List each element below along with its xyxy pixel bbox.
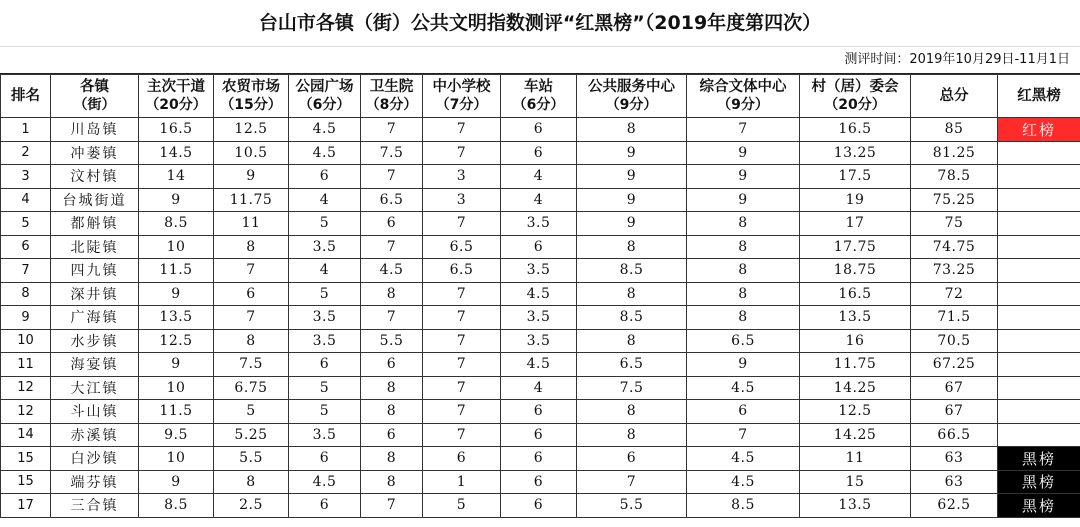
table-row	[1, 353, 1080, 377]
station-score: 6	[501, 141, 577, 165]
school-score: 7	[423, 400, 501, 424]
list-badge: 黑榜	[998, 470, 1080, 494]
clinic-score: 4.5	[361, 259, 423, 283]
station-score: 3.5	[501, 212, 577, 236]
column-header	[687, 75, 800, 118]
rank-cell: 12	[1, 376, 51, 400]
town-cell: 三合镇	[51, 494, 139, 518]
list-badge	[998, 165, 1080, 189]
town-cell: 冲蒌镇	[51, 141, 139, 165]
school-score: 6.5	[423, 235, 501, 259]
village-committee-score: 17	[800, 212, 911, 236]
total-score: 71.5	[911, 306, 998, 330]
school-score: 7	[423, 353, 501, 377]
culture-center-score: 4.5	[687, 376, 800, 400]
column-header-label: 排名	[11, 88, 40, 104]
column-header-max-score: （15分）	[220, 97, 282, 113]
culture-center-score: 6	[687, 400, 800, 424]
clinic-score: 7	[361, 306, 423, 330]
main-road-score: 9	[139, 188, 214, 212]
town-cell: 赤溪镇	[51, 423, 139, 447]
school-score: 6.5	[423, 259, 501, 283]
rank-cell: 1	[1, 118, 51, 142]
culture-center-score: 8	[687, 306, 800, 330]
column-header-label: 总分	[939, 88, 969, 104]
market-score: 10.5	[214, 141, 289, 165]
market-score: 12.5	[214, 118, 289, 142]
culture-center-score: 7	[687, 118, 800, 142]
clinic-score: 7	[361, 235, 423, 259]
school-score: 7	[423, 141, 501, 165]
clinic-score: 5.5	[361, 329, 423, 353]
station-score: 3.5	[501, 306, 577, 330]
station-score: 4.5	[501, 353, 577, 377]
clinic-score: 6	[361, 423, 423, 447]
total-score: 78.5	[911, 165, 998, 189]
town-cell: 深井镇	[51, 282, 139, 306]
main-road-score: 9	[139, 282, 214, 306]
column-header-max-score: （9分）	[717, 97, 769, 113]
table-row	[1, 141, 1080, 165]
park-score: 4	[289, 188, 361, 212]
column-header	[577, 75, 687, 118]
clinic-score: 8	[361, 400, 423, 424]
column-header-max-score: （街）	[73, 97, 116, 113]
clinic-score: 7.5	[361, 141, 423, 165]
total-score: 75.25	[911, 188, 998, 212]
column-header-label: 公共服务中心	[588, 79, 675, 95]
column-header	[423, 75, 501, 118]
culture-center-score: 9	[687, 353, 800, 377]
main-road-score: 11.5	[139, 400, 214, 424]
total-score: 67	[911, 376, 998, 400]
village-committee-score: 12.5	[800, 400, 911, 424]
market-score: 5.25	[214, 423, 289, 447]
table-row	[1, 165, 1080, 189]
table-body	[1, 118, 1080, 518]
village-committee-score: 17.75	[800, 235, 911, 259]
culture-center-score: 7	[687, 423, 800, 447]
main-road-score: 9	[139, 470, 214, 494]
clinic-score: 7	[361, 118, 423, 142]
column-header-max-score: （7分）	[435, 97, 488, 113]
culture-center-score: 4.5	[687, 470, 800, 494]
town-cell: 四九镇	[51, 259, 139, 283]
village-committee-score: 11.75	[800, 353, 911, 377]
table-row	[1, 423, 1080, 447]
table-row	[1, 188, 1080, 212]
village-committee-score: 14.25	[800, 376, 911, 400]
list-badge	[998, 235, 1080, 259]
main-road-score: 8.5	[139, 212, 214, 236]
main-road-score: 12.5	[139, 329, 214, 353]
service-center-score: 8	[577, 282, 687, 306]
column-header-max-score: （9分）	[605, 97, 658, 113]
list-badge: 黑榜	[998, 447, 1080, 471]
list-badge	[998, 212, 1080, 236]
list-badge	[998, 329, 1080, 353]
town-cell: 海宴镇	[51, 353, 139, 377]
park-score: 4.5	[289, 118, 361, 142]
table-row	[1, 282, 1080, 306]
ranking-table	[0, 74, 1080, 518]
clinic-score: 6	[361, 212, 423, 236]
list-badge: 红榜	[998, 118, 1080, 142]
market-score: 11.75	[214, 188, 289, 212]
main-road-score: 14.5	[139, 141, 214, 165]
market-score: 8	[214, 329, 289, 353]
village-committee-score: 19	[800, 188, 911, 212]
park-score: 3.5	[289, 235, 361, 259]
village-committee-score: 16	[800, 329, 911, 353]
school-score: 1	[423, 470, 501, 494]
column-header-max-score: （6分）	[512, 97, 565, 113]
town-cell: 都斛镇	[51, 212, 139, 236]
school-score: 7	[423, 282, 501, 306]
station-score: 4	[501, 165, 577, 189]
village-committee-score: 16.5	[800, 282, 911, 306]
park-score: 6	[289, 165, 361, 189]
station-score: 6	[501, 235, 577, 259]
school-score: 3	[423, 188, 501, 212]
culture-center-score: 6.5	[687, 329, 800, 353]
park-score: 6	[289, 447, 361, 471]
column-header-label: 农贸市场	[222, 79, 280, 95]
service-center-score: 9	[577, 165, 687, 189]
station-score: 6	[501, 470, 577, 494]
town-cell: 端芬镇	[51, 470, 139, 494]
village-committee-score: 13.5	[800, 306, 911, 330]
clinic-score: 7	[361, 494, 423, 518]
culture-center-score: 8	[687, 282, 800, 306]
town-cell: 台城街道	[51, 188, 139, 212]
column-header-label: 综合文体中心	[699, 79, 787, 95]
column-header-max-score: （8分）	[365, 97, 418, 113]
park-score: 6	[289, 353, 361, 377]
service-center-score: 6	[577, 447, 687, 471]
column-header	[289, 75, 361, 118]
town-cell: 北陡镇	[51, 235, 139, 259]
village-committee-score: 17.5	[800, 165, 911, 189]
market-score: 8	[214, 470, 289, 494]
park-score: 5	[289, 400, 361, 424]
table-row	[1, 329, 1080, 353]
station-score: 6	[501, 118, 577, 142]
school-score: 7	[423, 329, 501, 353]
list-badge	[998, 376, 1080, 400]
school-score: 6	[423, 447, 501, 471]
park-score: 5	[289, 282, 361, 306]
list-badge	[998, 188, 1080, 212]
rank-cell: 12	[1, 400, 51, 424]
list-badge	[998, 306, 1080, 330]
column-header-max-score: （20分）	[824, 97, 886, 113]
main-road-score: 10	[139, 376, 214, 400]
rank-cell: 6	[1, 235, 51, 259]
station-score: 6	[501, 447, 577, 471]
service-center-score: 8	[577, 235, 687, 259]
service-center-score: 8.5	[577, 259, 687, 283]
table-row	[1, 494, 1080, 518]
culture-center-score: 4.5	[687, 447, 800, 471]
market-score: 7	[214, 306, 289, 330]
service-center-score: 6.5	[577, 353, 687, 377]
market-score: 2.5	[214, 494, 289, 518]
page-title: 台山市各镇（街）公共文明指数测评“红黑榜”（2019年度第四次）	[0, 0, 1080, 47]
rank-cell: 9	[1, 306, 51, 330]
rank-cell: 15	[1, 470, 51, 494]
rank-cell: 4	[1, 188, 51, 212]
village-committee-score: 13.25	[800, 141, 911, 165]
service-center-score: 7	[577, 470, 687, 494]
total-score: 70.5	[911, 329, 998, 353]
village-committee-score: 11	[800, 447, 911, 471]
clinic-score: 6	[361, 353, 423, 377]
park-score: 4	[289, 259, 361, 283]
service-center-score: 8.5	[577, 306, 687, 330]
rank-cell: 17	[1, 494, 51, 518]
culture-center-score: 8	[687, 235, 800, 259]
station-score: 6	[501, 423, 577, 447]
column-header	[998, 75, 1080, 118]
rank-cell: 15	[1, 447, 51, 471]
table-row	[1, 470, 1080, 494]
market-score: 8	[214, 235, 289, 259]
column-header	[501, 75, 577, 118]
town-cell: 水步镇	[51, 329, 139, 353]
station-score: 3.5	[501, 259, 577, 283]
column-header	[214, 75, 289, 118]
town-cell: 广海镇	[51, 306, 139, 330]
school-score: 7	[423, 423, 501, 447]
main-road-score: 11.5	[139, 259, 214, 283]
column-header-label: 村（居）委会	[811, 79, 899, 95]
list-badge	[998, 353, 1080, 377]
town-cell: 斗山镇	[51, 400, 139, 424]
list-badge	[998, 141, 1080, 165]
total-score: 72	[911, 282, 998, 306]
total-score: 75	[911, 212, 998, 236]
list-badge	[998, 282, 1080, 306]
school-score: 3	[423, 165, 501, 189]
column-header-label: 各镇	[80, 79, 109, 95]
column-header-label: 主次干道	[147, 79, 205, 95]
table-row	[1, 118, 1080, 142]
station-score: 6	[501, 400, 577, 424]
rank-cell: 10	[1, 329, 51, 353]
main-road-score: 9.5	[139, 423, 214, 447]
culture-center-score: 9	[687, 188, 800, 212]
town-cell: 大江镇	[51, 376, 139, 400]
total-score: 67	[911, 400, 998, 424]
list-badge	[998, 423, 1080, 447]
clinic-score: 8	[361, 282, 423, 306]
clinic-score: 7	[361, 165, 423, 189]
market-score: 11	[214, 212, 289, 236]
column-header-label: 车站	[524, 79, 553, 95]
total-score: 66.5	[911, 423, 998, 447]
total-score: 85	[911, 118, 998, 142]
rank-cell: 11	[1, 353, 51, 377]
park-score: 6	[289, 494, 361, 518]
column-header-max-score: （6分）	[298, 97, 351, 113]
table-row	[1, 447, 1080, 471]
village-committee-score: 13.5	[800, 494, 911, 518]
clinic-score: 6.5	[361, 188, 423, 212]
list-badge	[998, 400, 1080, 424]
culture-center-score: 9	[687, 165, 800, 189]
service-center-score: 7.5	[577, 376, 687, 400]
main-road-score: 14	[139, 165, 214, 189]
column-header	[51, 75, 139, 118]
main-road-score: 10	[139, 235, 214, 259]
market-score: 7.5	[214, 353, 289, 377]
table-row	[1, 400, 1080, 424]
column-header	[1, 75, 51, 118]
column-header	[361, 75, 423, 118]
table-row	[1, 212, 1080, 236]
total-score: 67.25	[911, 353, 998, 377]
service-center-score: 8	[577, 329, 687, 353]
table-row	[1, 306, 1080, 330]
park-score: 5	[289, 212, 361, 236]
station-score: 4	[501, 376, 577, 400]
total-score: 63	[911, 470, 998, 494]
main-road-score: 10	[139, 447, 214, 471]
school-score: 7	[423, 376, 501, 400]
station-score: 3.5	[501, 329, 577, 353]
column-header	[911, 75, 998, 118]
town-cell: 白沙镇	[51, 447, 139, 471]
list-badge: 黑榜	[998, 494, 1080, 518]
main-road-score: 9	[139, 353, 214, 377]
park-score: 3.5	[289, 306, 361, 330]
column-header-label: 红黑榜	[1017, 88, 1061, 104]
total-score: 81.25	[911, 141, 998, 165]
service-center-score: 8	[577, 400, 687, 424]
clinic-score: 8	[361, 447, 423, 471]
rank-cell: 8	[1, 282, 51, 306]
village-committee-score: 14.25	[800, 423, 911, 447]
market-score: 6.75	[214, 376, 289, 400]
column-header-max-score: （20分）	[145, 97, 207, 113]
park-score: 5	[289, 376, 361, 400]
column-header-label: 中小学校	[432, 79, 491, 95]
total-score: 74.75	[911, 235, 998, 259]
clinic-score: 8	[361, 470, 423, 494]
station-score: 4.5	[501, 282, 577, 306]
column-header	[800, 75, 911, 118]
main-road-score: 13.5	[139, 306, 214, 330]
park-score: 3.5	[289, 423, 361, 447]
clinic-score: 8	[361, 376, 423, 400]
park-score: 4.5	[289, 141, 361, 165]
market-score: 6	[214, 282, 289, 306]
table-row	[1, 259, 1080, 283]
market-score: 5.5	[214, 447, 289, 471]
main-road-score: 16.5	[139, 118, 214, 142]
town-cell: 汶村镇	[51, 165, 139, 189]
culture-center-score: 8	[687, 259, 800, 283]
village-committee-score: 16.5	[800, 118, 911, 142]
service-center-score: 9	[577, 212, 687, 236]
station-score: 4	[501, 188, 577, 212]
header-row	[1, 75, 1080, 118]
park-score: 4.5	[289, 470, 361, 494]
rank-cell: 7	[1, 259, 51, 283]
station-score: 6	[501, 494, 577, 518]
main-road-score: 8.5	[139, 494, 214, 518]
evaluation-date: 测评时间：2019年10月29日-11月1日	[0, 47, 1080, 74]
column-header-label: 公园广场	[295, 79, 354, 95]
total-score: 73.25	[911, 259, 998, 283]
rank-cell: 14	[1, 423, 51, 447]
school-score: 5	[423, 494, 501, 518]
service-center-score: 9	[577, 188, 687, 212]
total-score: 63	[911, 447, 998, 471]
column-header-label: 卫生院	[369, 79, 414, 95]
table-row	[1, 235, 1080, 259]
village-committee-score: 15	[800, 470, 911, 494]
rank-cell: 5	[1, 212, 51, 236]
culture-center-score: 8.5	[687, 494, 800, 518]
market-score: 5	[214, 400, 289, 424]
service-center-score: 8	[577, 118, 687, 142]
market-score: 9	[214, 165, 289, 189]
column-header	[139, 75, 214, 118]
list-badge	[998, 259, 1080, 283]
culture-center-score: 9	[687, 141, 800, 165]
rank-cell: 2	[1, 141, 51, 165]
total-score: 62.5	[911, 494, 998, 518]
service-center-score: 5.5	[577, 494, 687, 518]
town-cell: 川岛镇	[51, 118, 139, 142]
table-row	[1, 376, 1080, 400]
culture-center-score: 8	[687, 212, 800, 236]
service-center-score: 8	[577, 423, 687, 447]
school-score: 7	[423, 118, 501, 142]
service-center-score: 9	[577, 141, 687, 165]
school-score: 7	[423, 212, 501, 236]
school-score: 7	[423, 306, 501, 330]
market-score: 7	[214, 259, 289, 283]
rank-cell: 3	[1, 165, 51, 189]
park-score: 3.5	[289, 329, 361, 353]
village-committee-score: 18.75	[800, 259, 911, 283]
